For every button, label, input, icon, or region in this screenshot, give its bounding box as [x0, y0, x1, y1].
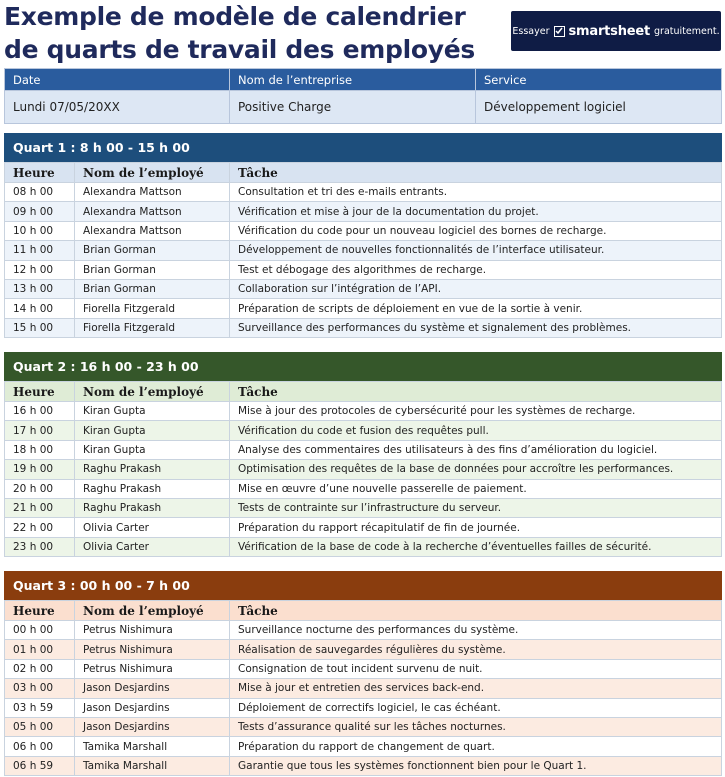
- cell-time[interactable]: 18 h 00: [5, 440, 75, 459]
- cell-employee[interactable]: Fiorella Fitzgerald: [75, 318, 230, 337]
- cell-employee[interactable]: Brian Gorman: [75, 279, 230, 298]
- column-header-time: Heure: [5, 163, 75, 183]
- cell-time[interactable]: 19 h 00: [5, 460, 75, 479]
- cell-time[interactable]: 20 h 00: [5, 479, 75, 498]
- table-row: [5, 299, 722, 318]
- banner-post-text: gratuitement.: [654, 25, 720, 37]
- shift-1-section: [4, 133, 722, 338]
- info-table: [4, 68, 722, 124]
- cell-employee[interactable]: Kiran Gupta: [75, 440, 230, 459]
- table-row: [5, 537, 722, 556]
- cell-time[interactable]: 17 h 00: [5, 421, 75, 440]
- cell-time[interactable]: 21 h 00: [5, 498, 75, 517]
- cell-time[interactable]: 13 h 00: [5, 279, 75, 298]
- cell-time[interactable]: 14 h 00: [5, 299, 75, 318]
- table-row: [5, 183, 722, 202]
- cell-time[interactable]: 23 h 00: [5, 537, 75, 556]
- cell-time[interactable]: 11 h 00: [5, 241, 75, 260]
- cell-task[interactable]: Tests de contrainte sur l’infrastructure du serveur.: [230, 498, 722, 517]
- cell-employee[interactable]: Petrus Nishimura: [75, 621, 230, 640]
- shift-header-row: [5, 163, 722, 183]
- cell-task[interactable]: Analyse des commentaires des utilisateurs à des fins d’amélioration du logiciel.: [230, 440, 722, 459]
- shift-table: [4, 600, 722, 776]
- table-row: [5, 717, 722, 736]
- table-row: [5, 260, 722, 279]
- cell-task[interactable]: Consignation de tout incident survenu de nuit.: [230, 659, 722, 678]
- shift-title: Quart 1 : 8 h 00 - 15 h 00: [4, 133, 722, 162]
- cell-time[interactable]: 01 h 00: [5, 640, 75, 659]
- info-value-company[interactable]: Positive Charge: [230, 91, 476, 124]
- table-row: [5, 518, 722, 537]
- cell-time[interactable]: 16 h 00: [5, 402, 75, 421]
- table-row: [5, 679, 722, 698]
- column-header-task: Tâche: [230, 163, 722, 183]
- cell-employee[interactable]: Raghu Prakash: [75, 479, 230, 498]
- info-header-date: Date: [5, 69, 230, 91]
- cell-time[interactable]: 06 h 00: [5, 737, 75, 756]
- cell-time[interactable]: 06 h 59: [5, 756, 75, 775]
- column-header-time: Heure: [5, 601, 75, 621]
- cell-employee[interactable]: Alexandra Mattson: [75, 183, 230, 202]
- info-value-service[interactable]: Développement logiciel: [476, 91, 722, 124]
- cell-task[interactable]: Consultation et tri des e-mails entrants.: [230, 183, 722, 202]
- cell-employee[interactable]: Olivia Carter: [75, 537, 230, 556]
- cell-employee[interactable]: Olivia Carter: [75, 518, 230, 537]
- table-row: [5, 221, 722, 240]
- cell-task[interactable]: Mise à jour des protocoles de cybersécurité pour les systèmes de recharge.: [230, 402, 722, 421]
- column-header-employee: Nom de l’employé: [75, 382, 230, 402]
- smartsheet-trial-banner[interactable]: [511, 11, 721, 51]
- cell-employee[interactable]: Tamika Marshall: [75, 737, 230, 756]
- cell-task[interactable]: Optimisation des requêtes de la base de données pour accroître les performances.: [230, 460, 722, 479]
- cell-time[interactable]: 02 h 00: [5, 659, 75, 678]
- shift-2-section: [4, 352, 722, 557]
- cell-time[interactable]: 12 h 00: [5, 260, 75, 279]
- banner-brand: smartsheet: [568, 23, 651, 39]
- cell-time[interactable]: 05 h 00: [5, 717, 75, 736]
- cell-task[interactable]: Réalisation de sauvegardes régulières du système.: [230, 640, 722, 659]
- table-row: [5, 241, 722, 260]
- cell-employee[interactable]: Raghu Prakash: [75, 498, 230, 517]
- cell-task[interactable]: Surveillance des performances du système et signalement des problèmes.: [230, 318, 722, 337]
- table-row: [5, 659, 722, 678]
- column-header-employee: Nom de l’employé: [75, 163, 230, 183]
- table-row: [5, 440, 722, 459]
- column-header-task: Tâche: [230, 382, 722, 402]
- table-row: [5, 621, 722, 640]
- cell-employee[interactable]: Petrus Nishimura: [75, 659, 230, 678]
- cell-time[interactable]: 03 h 00: [5, 679, 75, 698]
- cell-task[interactable]: Vérification et mise à jour de la documentation du projet.: [230, 202, 722, 221]
- cell-task[interactable]: Surveillance nocturne des performances du système.: [230, 621, 722, 640]
- shift-table: [4, 381, 722, 557]
- cell-employee[interactable]: Kiran Gupta: [75, 421, 230, 440]
- cell-employee[interactable]: Jason Desjardins: [75, 679, 230, 698]
- cell-time[interactable]: 08 h 00: [5, 183, 75, 202]
- cell-task[interactable]: Vérification du code et fusion des requêtes pull.: [230, 421, 722, 440]
- cell-task[interactable]: Collaboration sur l’intégration de l’API.: [230, 279, 722, 298]
- cell-task[interactable]: Test et débogage des algorithmes de recharge.: [230, 260, 722, 279]
- cell-task[interactable]: Déploiement de correctifs logiciel, le cas échéant.: [230, 698, 722, 717]
- cell-employee[interactable]: Alexandra Mattson: [75, 221, 230, 240]
- cell-employee[interactable]: Fiorella Fitzgerald: [75, 299, 230, 318]
- info-value-date[interactable]: Lundi 07/05/20XX: [5, 91, 230, 124]
- column-header-task: Tâche: [230, 601, 722, 621]
- shift-title: Quart 2 : 16 h 00 - 23 h 00: [4, 352, 722, 381]
- table-row: [5, 498, 722, 517]
- cell-employee[interactable]: Jason Desjardins: [75, 717, 230, 736]
- page-title: Exemple de modèle de calendrier de quarts de travail des employés: [4, 2, 476, 64]
- cell-employee[interactable]: Tamika Marshall: [75, 756, 230, 775]
- table-row: [5, 737, 722, 756]
- cell-employee[interactable]: Jason Desjardins: [75, 698, 230, 717]
- cell-time[interactable]: 10 h 00: [5, 221, 75, 240]
- table-row: [5, 460, 722, 479]
- column-header-time: Heure: [5, 382, 75, 402]
- column-header-employee: Nom de l’employé: [75, 601, 230, 621]
- table-row: [5, 202, 722, 221]
- cell-task[interactable]: Garantie que tous les systèmes fonctionnent bien pour le Quart 1.: [230, 756, 722, 775]
- checkmark-icon: [554, 26, 565, 37]
- cell-task[interactable]: Mise en œuvre d’une nouvelle passerelle de paiement.: [230, 479, 722, 498]
- table-row: [5, 640, 722, 659]
- cell-employee[interactable]: Alexandra Mattson: [75, 202, 230, 221]
- cell-task[interactable]: Préparation du rapport récapitulatif de fin de journée.: [230, 518, 722, 537]
- cell-task[interactable]: Vérification de la base de code à la recherche d’éventuelles failles de sécurité.: [230, 537, 722, 556]
- cell-employee[interactable]: Petrus Nishimura: [75, 640, 230, 659]
- shift-3-section: [4, 571, 722, 776]
- cell-task[interactable]: Préparation du rapport de changement de quart.: [230, 737, 722, 756]
- info-header-company: Nom de l’entreprise: [230, 69, 476, 91]
- cell-time[interactable]: 00 h 00: [5, 621, 75, 640]
- cell-task[interactable]: Développement de nouvelles fonctionnalités de l’interface utilisateur.: [230, 241, 722, 260]
- table-row: [5, 402, 722, 421]
- cell-task[interactable]: Mise à jour et entretien des services back-end.: [230, 679, 722, 698]
- cell-task[interactable]: Vérification du code pour un nouveau logiciel des bornes de recharge.: [230, 221, 722, 240]
- table-row: [5, 421, 722, 440]
- banner-pre-text: Essayer: [512, 25, 550, 37]
- cell-employee[interactable]: Kiran Gupta: [75, 402, 230, 421]
- shift-title: Quart 3 : 00 h 00 - 7 h 00: [4, 571, 722, 600]
- shift-table: [4, 162, 722, 338]
- cell-employee[interactable]: Brian Gorman: [75, 241, 230, 260]
- cell-time[interactable]: 15 h 00: [5, 318, 75, 337]
- shift-header-row: [5, 601, 722, 621]
- cell-time[interactable]: 22 h 00: [5, 518, 75, 537]
- table-row: [5, 756, 722, 775]
- table-row: [5, 698, 722, 717]
- cell-employee[interactable]: Raghu Prakash: [75, 460, 230, 479]
- table-row: [5, 279, 722, 298]
- cell-employee[interactable]: Brian Gorman: [75, 260, 230, 279]
- info-value-row: [5, 91, 722, 124]
- cell-task[interactable]: Préparation de scripts de déploiement en vue de la sortie à venir.: [230, 299, 722, 318]
- cell-time[interactable]: 09 h 00: [5, 202, 75, 221]
- info-header-row: [5, 69, 722, 91]
- cell-task[interactable]: Tests d’assurance qualité sur les tâches nocturnes.: [230, 717, 722, 736]
- shift-header-row: [5, 382, 722, 402]
- info-header-service: Service: [476, 69, 722, 91]
- table-row: [5, 479, 722, 498]
- cell-time[interactable]: 03 h 59: [5, 698, 75, 717]
- table-row: [5, 318, 722, 337]
